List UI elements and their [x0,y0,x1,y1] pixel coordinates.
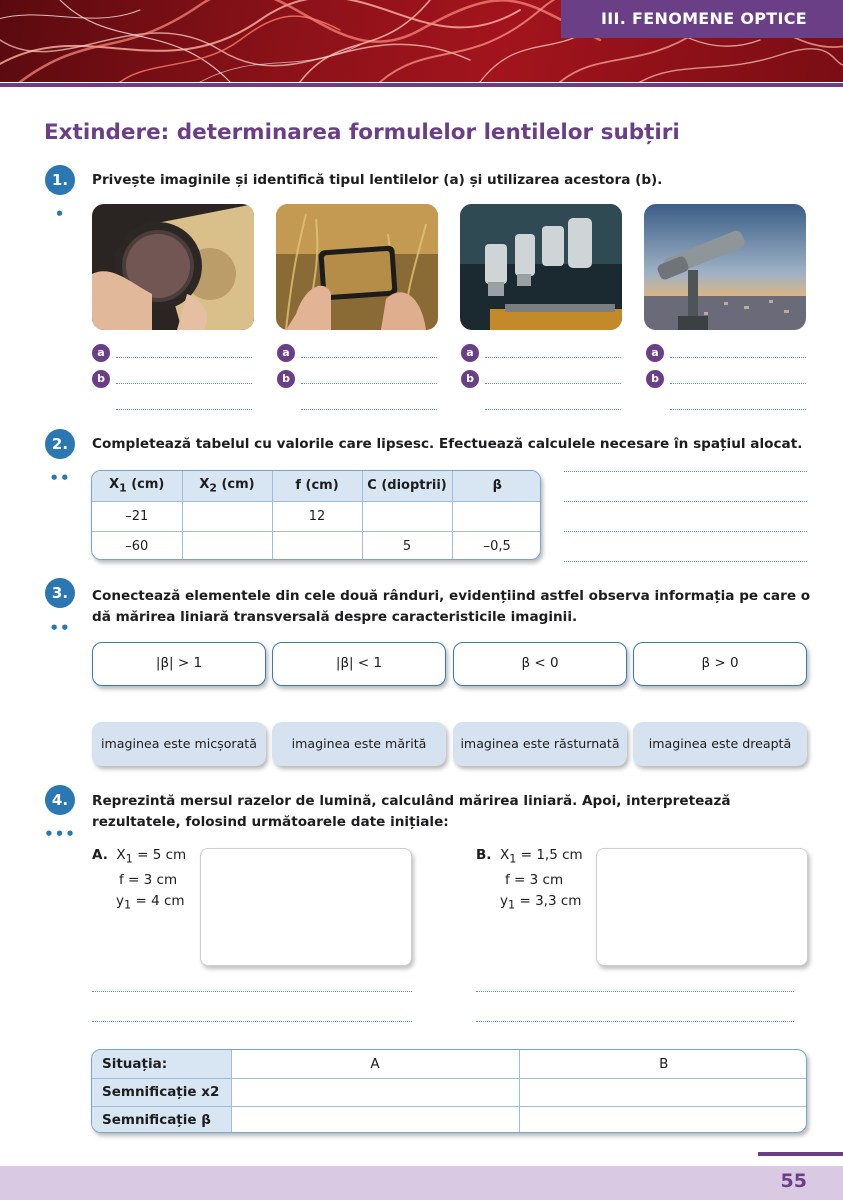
answer-line-b-1-extra[interactable] [116,409,252,410]
answer-line-a-2[interactable] [301,357,437,358]
answer-line-b-2-extra[interactable] [301,409,437,410]
chapter-title: III. FENOMENE OPTICE [561,0,843,38]
exercise-3-difficulty: •• [49,619,71,637]
answer-line-b-3-extra[interactable] [485,409,621,410]
condition-box-2[interactable]: |β| < 1 [272,642,446,686]
calc-line-1[interactable] [564,471,807,472]
table-row [92,531,541,560]
case-b-data: B. $X_1 = 1,5$ cm f = 3 cm $y_1 = 3,3$ cm [476,847,583,912]
cell-r1-c[interactable] [362,501,452,531]
condition-box-1[interactable]: |β| > 1 [92,642,266,686]
case-a-data: A. $X_1 = 5$ cm f = 3 cm $y_1 = 4$ cm [92,847,187,912]
table-row [92,1078,807,1106]
case-a-label: A. [92,847,108,863]
exercise-2-instruction: Completează tabelul cu valorile care lipsesc. Efectuează calculele necesare în spațiul alocat. [92,436,803,452]
label-a-3: a [461,344,479,362]
row-header-beta: Semnificație β [92,1106,231,1133]
label-b-1: b [92,370,110,388]
drawing-area-b[interactable] [596,848,808,966]
exercise-4-instruction: Reprezintă mersul razelor de lumină, calculând mărirea liniară. Apoi, interpretează rezultatele, folosind următoarele date inițiale: [92,793,731,830]
calc-line-2[interactable] [564,501,807,502]
header-x2: $X_2$ (cm) [182,471,272,501]
cell-x2-b[interactable] [519,1078,807,1106]
label-a-2: a [277,344,295,362]
exercise-1-number: 1. [45,165,75,195]
cell-r1-beta[interactable] [452,501,541,531]
cell-r2-f[interactable] [272,531,362,560]
cell-r2-x2[interactable] [182,531,272,560]
row-header-x2: Semnificație x2 [92,1078,231,1106]
answer-line-a-4[interactable] [670,357,806,358]
header-c: C (dioptrii) [362,471,452,501]
interpretation-line-a-1[interactable] [92,991,412,992]
exercise-3-number: 3. [45,578,75,608]
calc-line-4[interactable] [564,561,807,562]
header-divider [0,83,843,87]
footer-bar [0,1166,843,1200]
values-table [91,470,541,560]
interpretation-line-b-2[interactable] [476,1021,794,1022]
label-a-4: a [646,344,664,362]
photo-smartphone-camera [276,204,438,330]
answer-line-b-3[interactable] [485,383,621,384]
exercise-1-difficulty: • [54,205,66,223]
calc-line-3[interactable] [564,531,807,532]
cell-r1-f: 12 [272,501,362,531]
condition-box-4[interactable]: β > 0 [633,642,807,686]
photo-microscope [460,204,622,330]
image-property-box-2[interactable]: imaginea este mărită [272,722,446,766]
interpretation-table [91,1049,807,1133]
case-b-label: B. [476,847,492,863]
header-beta: β [452,471,541,501]
cell-beta-a[interactable] [231,1106,519,1133]
cell-beta-b[interactable] [519,1106,807,1133]
condition-box-3[interactable]: β < 0 [453,642,627,686]
cell-r1-x2[interactable] [182,501,272,531]
cell-r1-x1: –21 [92,501,182,531]
exercise-3-instruction: Conectează elementele din cele două rânduri, evidențiind astfel observa informația pe care o dă mărirea liniară transversală despre caracteristicile imaginii. [92,588,811,625]
image-property-box-4[interactable]: imaginea este dreaptă [633,722,807,766]
image-property-box-3[interactable]: imaginea este răsturnată [453,722,627,766]
col-header-b: B [519,1050,807,1078]
exercise-2-difficulty: •• [49,469,71,487]
table-row [92,1050,807,1078]
answer-line-a-3[interactable] [485,357,621,358]
label-b-2: b [277,370,295,388]
header-f: f (cm) [272,471,362,501]
row-header-situation: Situația: [92,1050,231,1078]
table-row [92,1106,807,1133]
exercise-2-number: 2. [45,429,75,459]
label-b-4: b [646,370,664,388]
answer-line-b-4[interactable] [670,383,806,384]
drawing-area-a[interactable] [200,848,412,966]
interpretation-line-a-2[interactable] [92,1021,412,1022]
exercise-4-number: 4. [45,785,75,815]
col-header-a: A [231,1050,519,1078]
label-a-1: a [92,344,110,362]
exercise-4-difficulty: ••• [44,825,76,843]
exercise-1-instruction: Privește imaginile și identifică tipul lentilelor (a) și utilizarea acestora (b). [92,172,663,188]
cell-r2-c: 5 [362,531,452,560]
answer-line-b-2[interactable] [301,383,437,384]
photo-magnifying-glass [92,204,254,330]
page-title: Extindere: determinarea formulelor lentilelor subțiri [44,120,680,145]
page-number: 55 [780,1170,807,1192]
interpretation-line-b-1[interactable] [476,991,794,992]
answer-line-b-4-extra[interactable] [670,409,806,410]
table-row [92,501,541,531]
photo-telescope [644,204,806,330]
cell-r2-x1: –60 [92,531,182,560]
answer-line-b-1[interactable] [116,383,252,384]
image-property-box-1[interactable]: imaginea este micșorată [92,722,266,766]
cell-x2-a[interactable] [231,1078,519,1106]
cell-r2-beta: –0,5 [483,538,511,554]
label-b-3: b [461,370,479,388]
footer-divider [758,1152,843,1156]
header-x1: $X_1$ (cm) [92,471,182,501]
answer-line-a-1[interactable] [116,357,252,358]
